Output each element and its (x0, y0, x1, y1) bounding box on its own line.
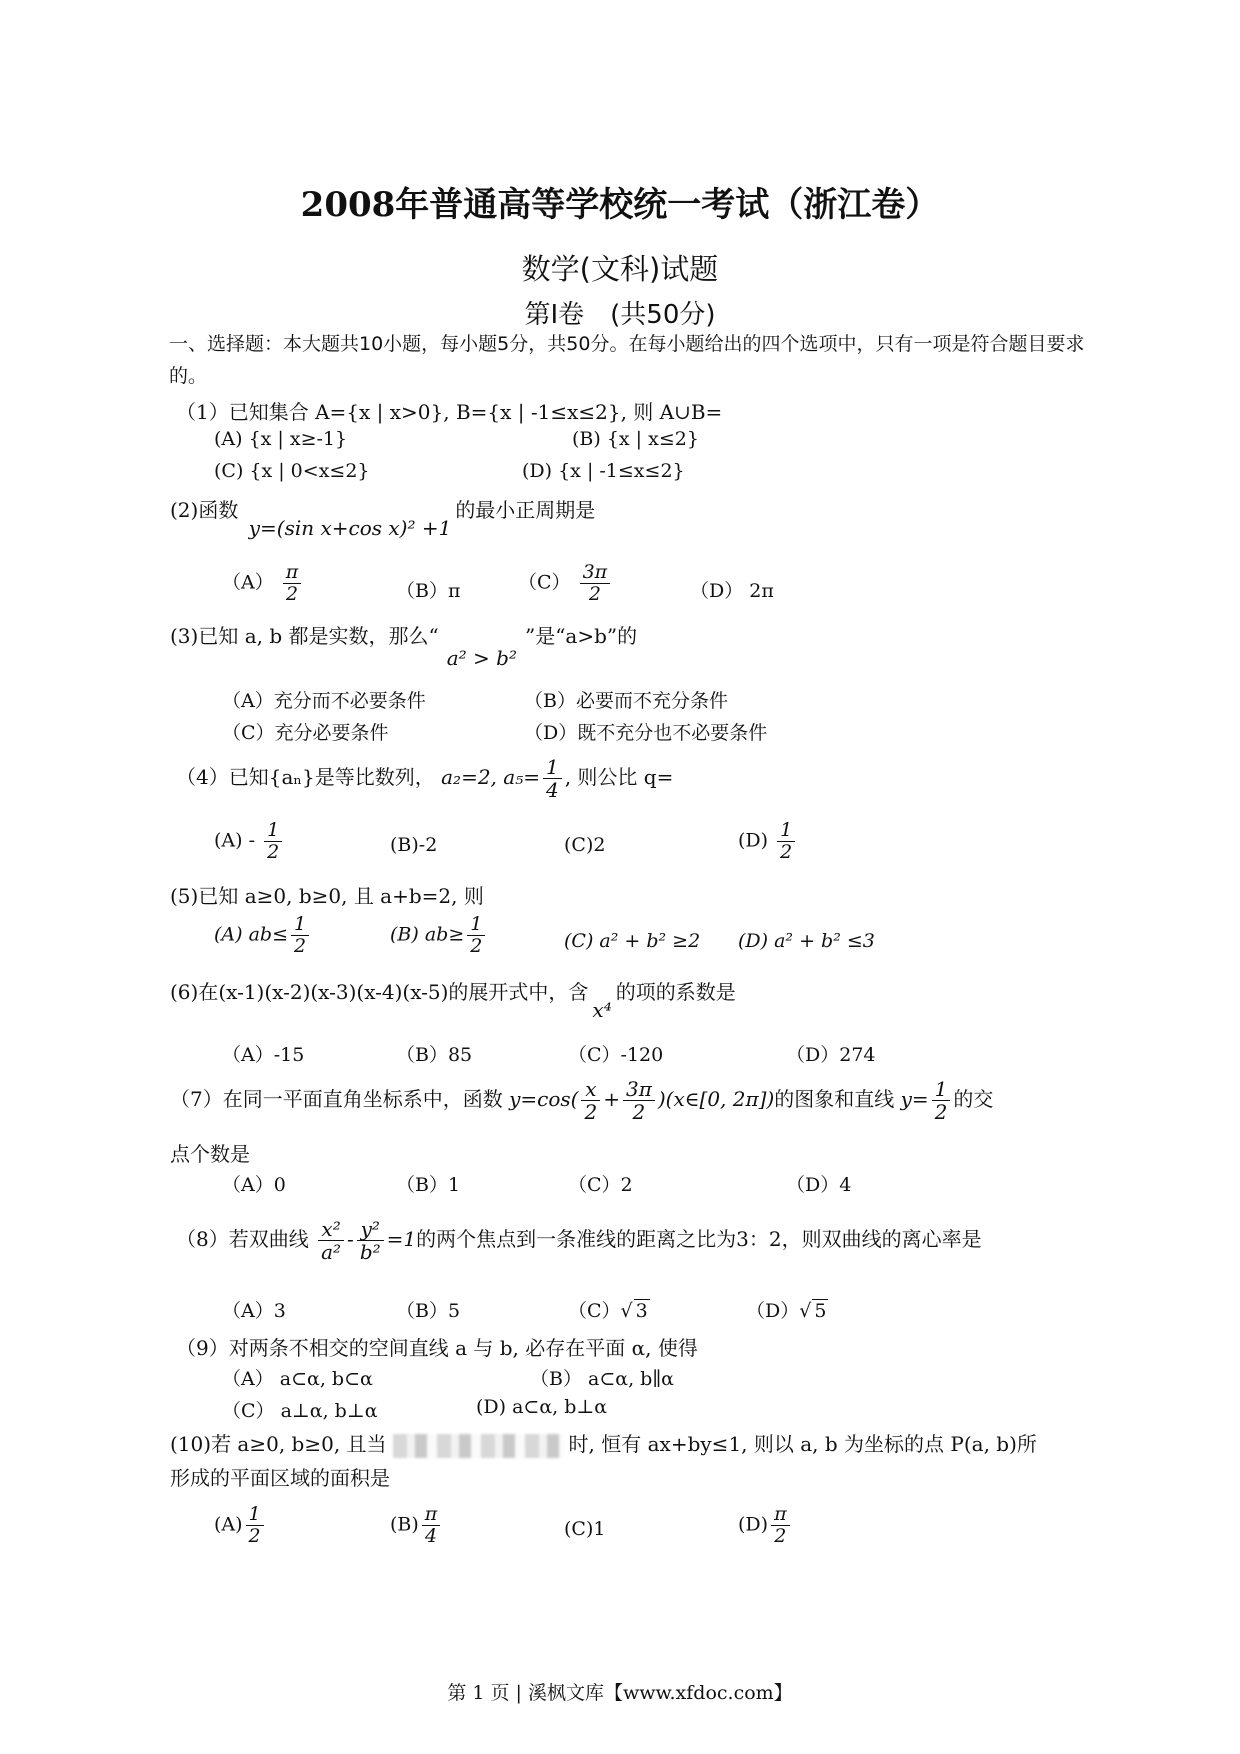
question-stem-post: 时, 恒有 ax+by≤1, 则以 a, b 为坐标的点 P(a, b)所 (568, 1432, 1037, 1456)
blurred-formula-image (393, 1434, 563, 1458)
question-7-line2: 点个数是 (170, 1142, 250, 1166)
denominator: a² (321, 1240, 342, 1264)
formula-pre: y=cos( (509, 1087, 579, 1111)
option-label: (D) (738, 829, 769, 852)
denominator: 2 (285, 582, 299, 605)
numerator: 1 (246, 1504, 264, 1526)
question-7 (170, 1078, 993, 1123)
question-stem-post: 的交 (953, 1087, 994, 1111)
formula-post: )(x∈[0, 2π]) (657, 1087, 775, 1111)
option-label: (D) (738, 1513, 769, 1536)
question-number: （1） (176, 400, 229, 424)
denominator: 2 (780, 840, 793, 863)
formula: x⁴ (592, 998, 612, 1022)
option-c: (C) a² + b² ≥2 (564, 930, 701, 952)
formula: a₂=2, a₅= (441, 765, 540, 789)
numerator: 1 (932, 1078, 951, 1101)
page-title: 2008年普通高等学校统一考试（浙江卷） (300, 185, 940, 225)
option-c: (C) {x | 0<x≤2} (214, 460, 370, 482)
option-d: （D）274 (786, 1044, 876, 1066)
denominator: 2 (584, 1100, 598, 1124)
option-c: (C)2 (564, 834, 606, 856)
option-c: （C）-120 (568, 1044, 664, 1066)
option-label: (B) ab≥ (390, 923, 465, 946)
option-label: (A) (214, 1513, 243, 1536)
question-stem: 已知 a≥0, b≥0, 且 a+b=2, 则 (198, 884, 484, 908)
option-c (568, 1296, 650, 1323)
option-d: (D) {x | -1≤x≤2} (522, 460, 685, 482)
fraction (264, 820, 282, 863)
option-b: （B）π (396, 580, 461, 602)
question-stem-post: ”是“a>b”的 (524, 624, 638, 648)
question-number: （8） (176, 1227, 229, 1251)
question-10 (170, 1428, 1037, 1458)
denominator: 2 (248, 1524, 261, 1547)
option-label: （C） (568, 1300, 621, 1322)
page-subtitle: 数学(文科)试题 (521, 252, 719, 286)
fraction (623, 1078, 655, 1123)
option-d: (D) a² + b² ≤3 (738, 930, 875, 952)
option-c: （C）充分必要条件 (222, 722, 389, 744)
radicand: 5 (814, 1300, 827, 1322)
question-stem-post: 的最小正周期是 (455, 498, 596, 522)
question-number: (2) (170, 498, 199, 522)
option-b (390, 914, 488, 957)
denominator: 2 (294, 934, 307, 957)
option-d (738, 820, 798, 863)
numerator: y² (357, 1218, 384, 1241)
option-a: （A）充分而不必要条件 (222, 690, 426, 712)
fraction (467, 914, 485, 957)
option-d: （D）4 (786, 1174, 852, 1196)
option-label: （C） (518, 571, 571, 594)
question-stem-pre: 若双曲线 (228, 1227, 309, 1251)
option-b: (B)-2 (390, 834, 438, 856)
option-a (222, 562, 304, 605)
numerator: π (771, 1504, 790, 1526)
numerator: 1 (291, 914, 309, 936)
option-a: （A） a⊂α, b⊂α (222, 1368, 373, 1390)
numerator: x (581, 1078, 600, 1101)
numerator: π (422, 1504, 441, 1526)
denominator: 4 (425, 1524, 438, 1547)
question-stem-pre: 在(x-1)(x-2)(x-3)(x-4)(x-5)的展开式中，含 (198, 980, 589, 1004)
numerator: 3π (623, 1078, 655, 1101)
numerator: 3π (580, 562, 611, 584)
question-2 (170, 494, 596, 540)
fraction (580, 562, 611, 605)
question-number: (6) (170, 980, 199, 1004)
option-c: （C）2 (568, 1174, 633, 1196)
fraction (291, 914, 309, 957)
option-b (390, 1504, 443, 1547)
denominator: 2 (267, 840, 280, 863)
question-8 (176, 1218, 982, 1263)
question-number: (5) (170, 884, 199, 908)
formula-line: y= (900, 1087, 929, 1111)
fraction (357, 1218, 384, 1263)
fraction (543, 756, 562, 801)
equals-one: =1 (386, 1227, 417, 1251)
radicand: 3 (635, 1300, 648, 1322)
denominator: 2 (632, 1100, 646, 1124)
question-stem-pre: 若 a≥0, b≥0, 且当 (211, 1432, 387, 1456)
fraction (283, 562, 302, 605)
formula: y=(sin x+cos x)² +1 (248, 516, 452, 540)
fraction (581, 1078, 600, 1123)
section-instructions: 一、选择题：本大题共10小题，每小题5分，共50分。在每小题给出的四个选项中，只有一项是符合题目要求的。 (169, 333, 1085, 387)
question-stem-pre: 已知{aₙ}是等比数列， (228, 765, 435, 789)
minus-sign: - (347, 1227, 354, 1251)
option-a: （A）3 (222, 1300, 286, 1322)
numerator: 1 (543, 756, 562, 779)
question-stem-pre: 在同一平面直角坐标系中，函数 (222, 1087, 503, 1111)
question-number: （4） (176, 765, 229, 789)
question-number: (3) (170, 624, 199, 648)
question-number: （9） (176, 1336, 229, 1360)
question-6 (170, 976, 736, 1022)
option-a (214, 820, 285, 863)
question-1 (176, 396, 722, 425)
question-stem-post: 的项的系数是 (615, 980, 736, 1004)
question-5 (170, 880, 484, 909)
sqrt-icon: √ (620, 1300, 633, 1322)
question-number: （7） (170, 1087, 223, 1111)
denominator: 2 (774, 1524, 787, 1547)
denominator: 2 (588, 582, 601, 605)
option-label: (B) (390, 1513, 419, 1536)
fraction (246, 1504, 264, 1547)
option-a: （A）-15 (222, 1044, 305, 1066)
option-a (214, 1504, 267, 1547)
option-d: (D) a⊂α, b⊥α (476, 1396, 608, 1418)
fraction (422, 1504, 441, 1547)
fraction (318, 1218, 344, 1263)
plus-sign: + (603, 1087, 620, 1111)
option-d: （D） 2π (690, 580, 774, 602)
option-d (746, 1296, 828, 1323)
option-label: (A) - (214, 829, 256, 852)
volume-heading: 第Ⅰ卷 (共50分) (524, 300, 716, 330)
question-number: (10) (170, 1432, 212, 1456)
question-stem: 对两条不相交的空间直线 a 与 b, 必存在平面 α, 使得 (228, 1336, 698, 1360)
option-label: （A） (222, 571, 274, 594)
fraction (777, 820, 795, 863)
option-b: (B) {x | x≤2} (572, 428, 699, 450)
option-label: (A) ab≤ (214, 923, 288, 946)
question-stem-post: 的两个焦点到一条准线的距离之比为3：2，则双曲线的离心率是 (416, 1227, 982, 1251)
numerator: 1 (777, 820, 795, 842)
option-b: （B） a⊂α, b∥α (530, 1368, 674, 1390)
numerator: 1 (467, 914, 485, 936)
question-stem-pre: 已知 a, b 都是实数，那么“ (198, 624, 439, 648)
option-c: (C)1 (564, 1518, 606, 1540)
option-c (518, 562, 613, 605)
denominator: 4 (545, 778, 559, 802)
option-d (738, 1504, 793, 1547)
option-d: （D）既不充分也不必要条件 (524, 722, 768, 744)
sqrt-icon: √ (799, 1300, 812, 1322)
formula: a² > b² (446, 646, 517, 670)
option-a: （A）0 (222, 1174, 286, 1196)
option-b: （B）85 (396, 1044, 473, 1066)
question-9 (176, 1332, 698, 1361)
option-c: （C） a⊥α, b⊥α (222, 1400, 378, 1422)
question-4 (176, 756, 673, 801)
numerator: 1 (264, 820, 282, 842)
denominator: b² (359, 1240, 381, 1264)
option-b: （B）必要而不充分条件 (524, 690, 728, 712)
question-stem-post: , 则公比 q= (564, 765, 674, 789)
fraction (932, 1078, 951, 1123)
question-stem-pre: 函数 (198, 498, 239, 522)
option-b: （B）5 (396, 1300, 461, 1322)
denominator: 2 (934, 1100, 948, 1124)
numerator: π (283, 562, 302, 584)
question-3 (170, 620, 638, 670)
option-a: (A) {x | x≥-1} (214, 428, 348, 450)
page-footer: 第 1 页 | 溪枫文库【www.xfdoc.com】 (447, 1682, 793, 1704)
option-label: （D） (746, 1300, 800, 1322)
question-10-line2: 形成的平面区域的面积是 (170, 1466, 390, 1490)
option-b: （B）1 (396, 1174, 461, 1196)
question-stem: 已知集合 A={x | x>0}, B={x | -1≤x≤2}, 则 A∪B= (228, 400, 723, 424)
option-a (214, 914, 312, 957)
denominator: 2 (470, 934, 483, 957)
numerator: x² (318, 1218, 344, 1241)
fraction (771, 1504, 790, 1547)
question-stem-mid: 的图象和直线 (774, 1087, 895, 1111)
